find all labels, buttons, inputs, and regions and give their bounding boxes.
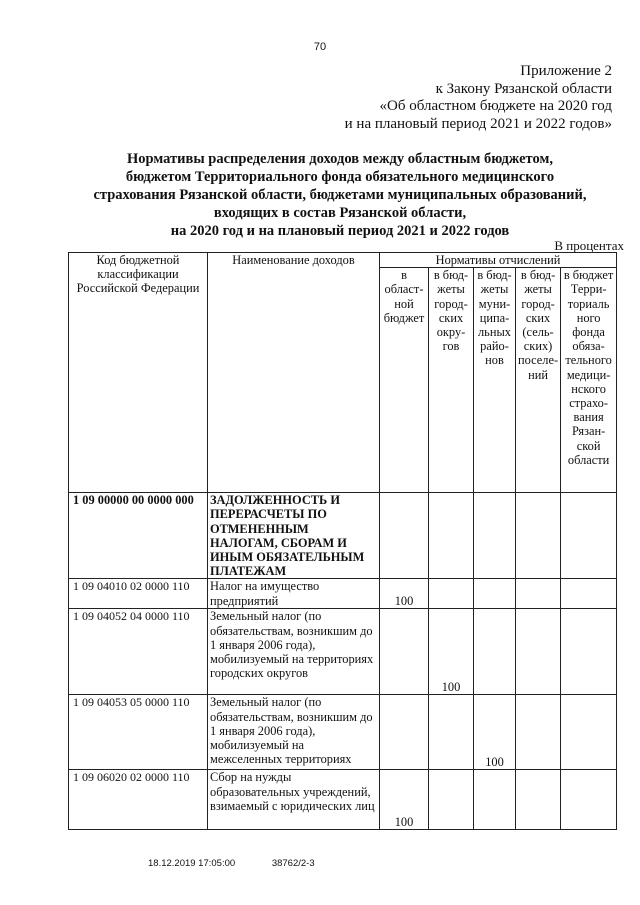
row-value: 100 [380, 770, 429, 830]
row-value [380, 493, 429, 579]
row-name: Налог на имущество предприятий [208, 579, 380, 609]
row-name: Земельный налог (по обязательствам, возникшим до 1 января 2006 года), мобилизуемый на территориях городских округов [208, 609, 380, 695]
row-value: 100 [474, 695, 516, 770]
row-value [429, 695, 474, 770]
table-row [69, 770, 617, 830]
subheader-regional: в област-ной бюджет [380, 268, 429, 493]
row-value [516, 609, 561, 695]
footer-datetime: 18.12.2019 17:05:00 [148, 858, 236, 869]
row-value [429, 770, 474, 830]
header-code: Код бюджетной классификации Российской Федерации [69, 253, 208, 493]
row-value [474, 609, 516, 695]
row-value [516, 493, 561, 579]
row-value [561, 609, 617, 695]
table-header-row [69, 253, 617, 268]
appendix-line: «Об областном бюджете на 2020 год [379, 98, 612, 114]
row-value [429, 579, 474, 609]
row-value [380, 695, 429, 770]
distribution-table [68, 252, 617, 830]
row-value [474, 770, 516, 830]
row-code: 1 09 04053 05 0000 110 [69, 695, 208, 770]
title-line: входящих в состав Рязанской области, [213, 205, 467, 221]
title-line: Нормативы распределения доходов между областным бюджетом, [127, 151, 553, 167]
row-code: 1 09 00000 00 0000 000 [69, 493, 208, 579]
table-row [69, 609, 617, 695]
table-row [69, 579, 617, 609]
row-value: 100 [429, 609, 474, 695]
footer-doc-id: 38762/2-3 [271, 858, 315, 869]
header-name: Наименование доходов [208, 253, 380, 493]
title-line: страхования Рязанской области, бюджетами муниципальных образований, [93, 187, 587, 203]
subheader-city-districts: в бюд-жеты город-ских окру-гов [429, 268, 474, 493]
row-value [516, 770, 561, 830]
document-title [60, 150, 620, 240]
title-line: на 2020 год и на плановый период 2021 и 2022 годов [170, 223, 510, 239]
row-code: 1 09 04052 04 0000 110 [69, 609, 208, 695]
row-value [561, 493, 617, 579]
row-value [429, 493, 474, 579]
subheader-settlements: в бюд-жеты город-ских (сель-ских) поселе-ний [516, 268, 561, 493]
row-value [561, 695, 617, 770]
subheader-medical-fund: в бюджет Терри-ториаль ного фонда обяза-тельного медици-нского страхо-вания Рязан-ской области [561, 268, 617, 493]
row-value [474, 579, 516, 609]
row-value [516, 579, 561, 609]
page-number: 70 [313, 41, 327, 53]
row-name: Сбор на нужды образовательных учреждений, взимаемый с юридических лиц [208, 770, 380, 830]
row-name: Земельный налог (по обязательствам, возникшим до 1 января 2006 года), мобилизуемый на межселенных территориях [208, 695, 380, 770]
subheader-municipal-districts: в бюд-жеты муни-ципа-льных райо-нов [474, 268, 516, 493]
units-label: В процентах [554, 238, 624, 253]
appendix-header [345, 63, 612, 133]
footer [148, 858, 349, 869]
table-row [69, 695, 617, 770]
header-group: Нормативы отчислений [380, 253, 617, 268]
row-name: ЗАДОЛЖЕННОСТЬ И ПЕРЕРАСЧЕТЫ ПО ОТМЕНЕННЫМ НАЛОГАМ, СБОРАМ И ИНЫМ ОБЯЗАТЕЛЬНЫМ ПЛАТЕЖАМ [208, 493, 380, 579]
title-line: бюджетом Территориального фонда обязательного медицинского [125, 169, 555, 185]
row-value [380, 609, 429, 695]
row-value [516, 695, 561, 770]
row-code: 1 09 04010 02 0000 110 [69, 579, 208, 609]
table-row [69, 493, 617, 579]
row-value [561, 770, 617, 830]
row-value: 100 [380, 579, 429, 609]
appendix-line: Приложение 2 [520, 63, 612, 79]
row-code: 1 09 06020 02 0000 110 [69, 770, 208, 830]
appendix-line: и на плановый период 2021 и 2022 годов» [344, 115, 612, 132]
row-value [474, 493, 516, 579]
row-value [561, 579, 617, 609]
appendix-line: к Закону Рязанской области [435, 80, 612, 97]
